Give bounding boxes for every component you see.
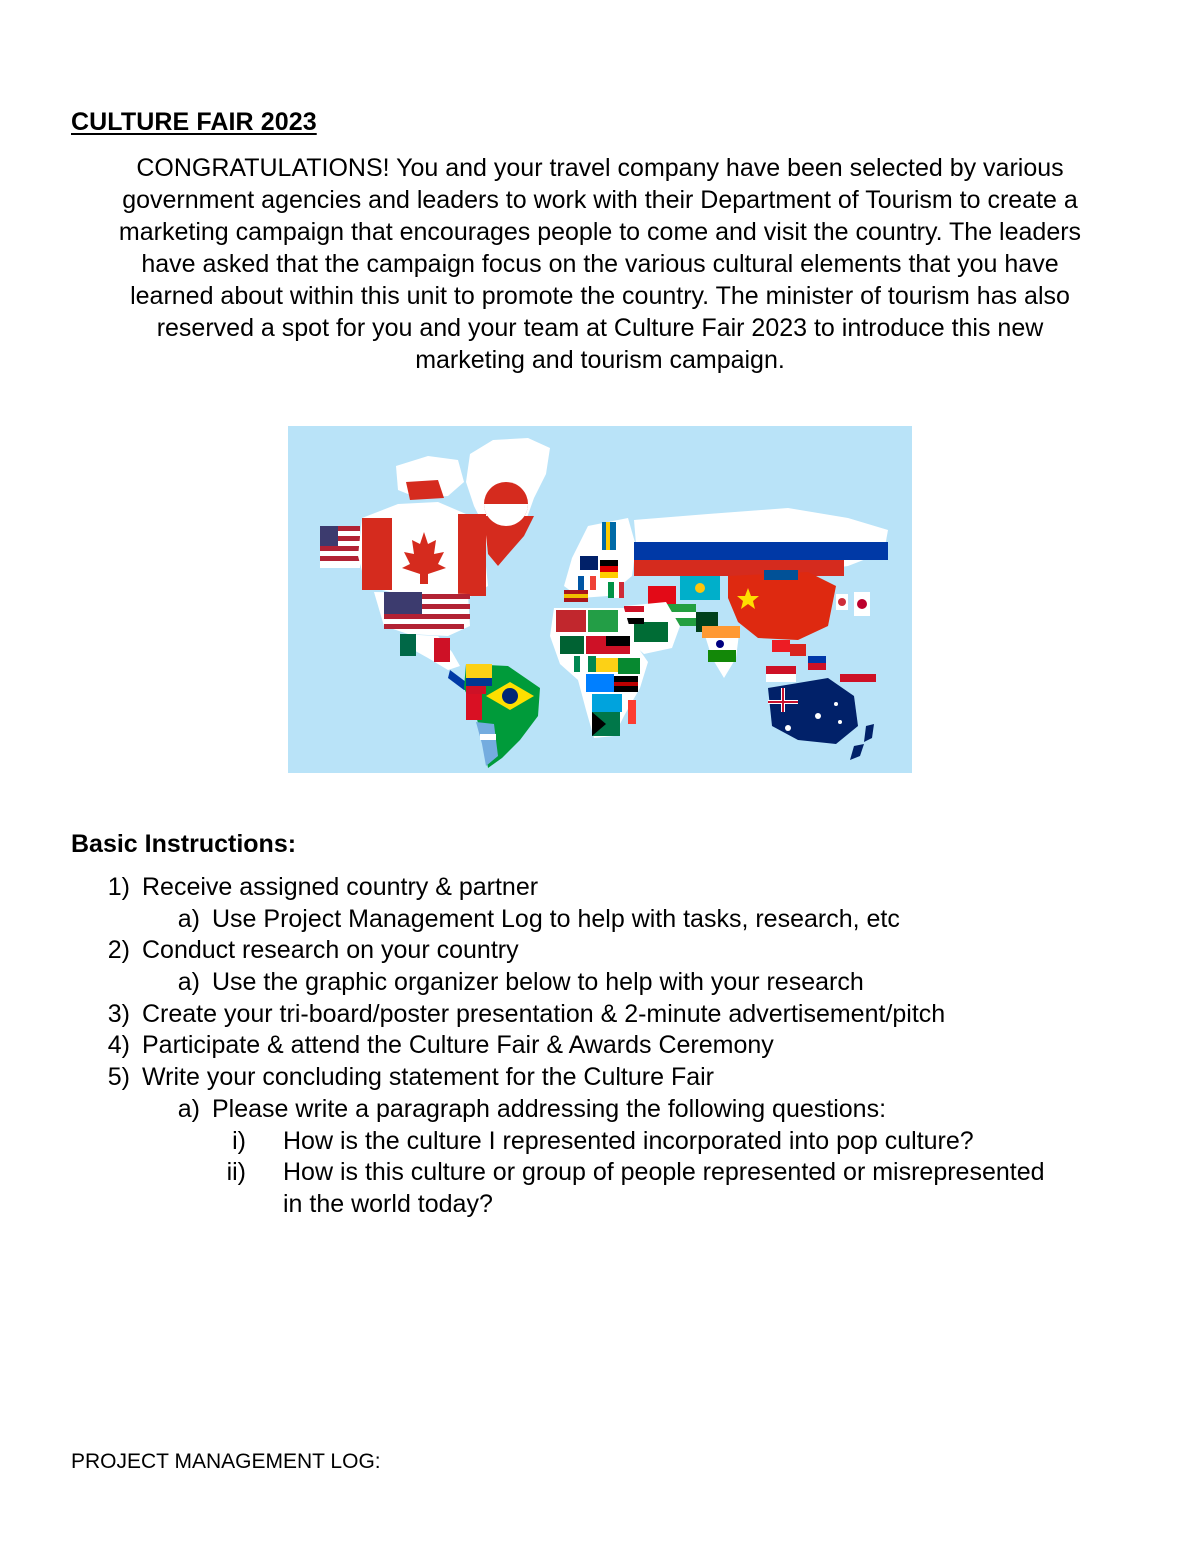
list-marker: 4) bbox=[107, 1031, 130, 1060]
intro-line: reserved a spot for you and your team at Culture Fair 2023 to introduce this new bbox=[156, 314, 1044, 342]
intro-line: government agencies and leaders to work with their Department of Tourism to create a bbox=[122, 186, 1078, 214]
list-item bbox=[0, 1157, 1200, 1189]
list-item-text: Write your concluding statement for the Culture Fair bbox=[142, 1063, 715, 1092]
list-item-text: Please write a paragraph addressing the following questions: bbox=[212, 1094, 887, 1123]
intro-paragraph bbox=[66, 152, 1134, 376]
list-item bbox=[0, 1094, 1200, 1126]
list-item bbox=[0, 1062, 1200, 1094]
europe-shape bbox=[564, 518, 636, 598]
list-marker: i) bbox=[232, 1126, 246, 1155]
list-marker: a) bbox=[177, 1094, 200, 1123]
instructions-heading: Basic Instructions: bbox=[71, 830, 297, 858]
instructions-list bbox=[0, 872, 1200, 1221]
usa-canton bbox=[384, 592, 422, 614]
list-item-text: Conduct research on your country bbox=[142, 936, 519, 965]
arctic-islands-red bbox=[406, 480, 444, 500]
intro-line: learned about within this unit to promote the country. The minister of tourism has also bbox=[130, 282, 1070, 310]
list-item-text: How is this culture or group of people represented or misrepresented bbox=[283, 1158, 1045, 1187]
list-marker: 3) bbox=[107, 999, 130, 1028]
list-item-text: in the world today? bbox=[283, 1189, 493, 1218]
list-item bbox=[0, 999, 1200, 1031]
list-item bbox=[0, 1126, 1200, 1158]
canada-left-bar bbox=[362, 518, 392, 590]
list-item-text: Create your tri-board/poster presentation & 2-minute advertisement/pitch bbox=[142, 999, 946, 1028]
world-flag-map-illustration bbox=[288, 426, 912, 773]
list-item bbox=[0, 1030, 1200, 1062]
page-title: CULTURE FAIR 2023 bbox=[71, 108, 317, 136]
list-marker: a) bbox=[177, 968, 200, 997]
list-marker: 2) bbox=[107, 936, 130, 965]
list-item-text: Receive assigned country & partner bbox=[142, 873, 539, 901]
intro-line: have asked that the campaign focus on the various cultural elements that you have bbox=[141, 250, 1059, 278]
list-item bbox=[0, 1189, 1200, 1221]
russia-blue-band bbox=[634, 542, 888, 560]
russia-red-band bbox=[634, 560, 844, 576]
list-item-text: Use the graphic organizer below to help with your research bbox=[212, 968, 864, 997]
intro-line: marketing and tourism campaign. bbox=[415, 346, 785, 374]
world-flag-map-image bbox=[288, 426, 912, 773]
canada-right-bar bbox=[458, 514, 486, 596]
project-management-log-label: PROJECT MANAGEMENT LOG: bbox=[71, 1450, 381, 1473]
list-item-text: Use Project Management Log to help with tasks, research, etc bbox=[212, 904, 900, 933]
intro-line: CONGRATULATIONS! You and your travel company have been selected by various bbox=[136, 154, 1064, 182]
list-item bbox=[0, 872, 1200, 904]
list-marker: 5) bbox=[107, 1063, 130, 1092]
list-marker: a) bbox=[177, 904, 200, 933]
list-item bbox=[0, 967, 1200, 999]
list-item bbox=[0, 904, 1200, 936]
intro-line: marketing campaign that encourages people to come and visit the country. The leaders bbox=[118, 218, 1082, 246]
list-marker: ii) bbox=[226, 1158, 246, 1187]
list-item-text: Participate & attend the Culture Fair & Awards Ceremony bbox=[142, 1031, 774, 1060]
list-marker: 1) bbox=[107, 873, 130, 901]
list-item bbox=[0, 935, 1200, 967]
list-item-text: How is the culture I represented incorporated into pop culture? bbox=[283, 1126, 974, 1155]
